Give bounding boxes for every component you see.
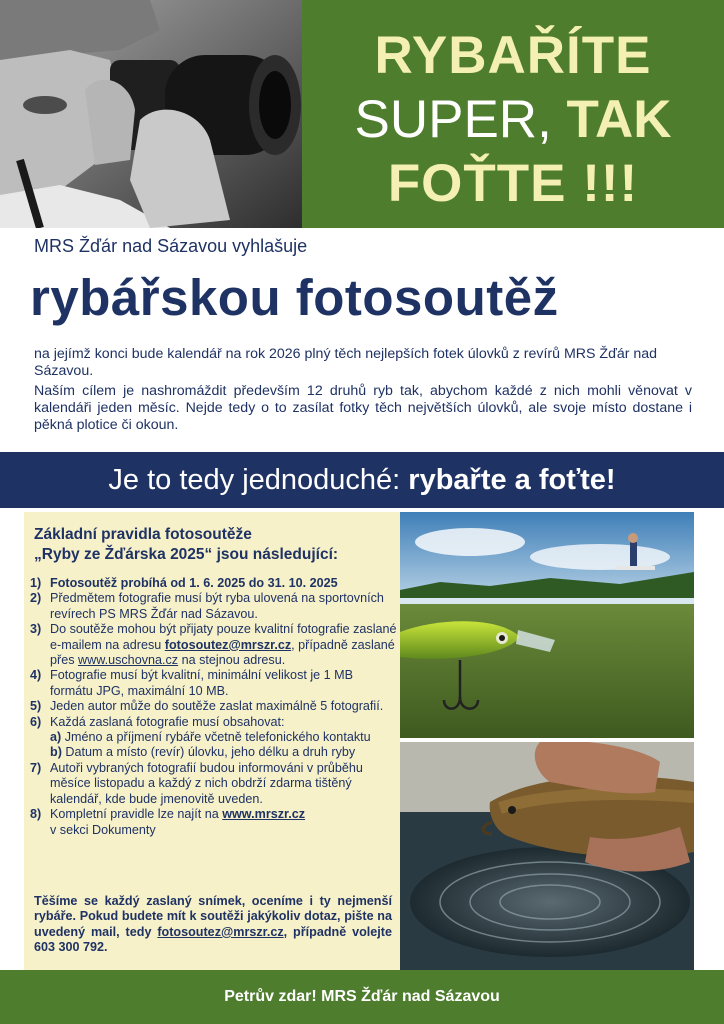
rules-title: Základní pravidla fotosoutěže: [34, 526, 252, 543]
rule-text: Každá zaslaná fotografie musí obsahovat: a) Jméno a příjmení rybáře včetně telefonického kontaktu b) Datum a místo (revír) úlovku, jeho délku a druh ryby: [50, 714, 371, 760]
sub-label-b: b): [50, 745, 62, 760]
announcement-text: MRS Žďár nad Sázavou vyhlašuje: [34, 236, 308, 256]
slogan-band: [0, 452, 724, 508]
email-link[interactable]: fotosoutez@mrszr.cz: [164, 637, 292, 652]
slogan-text: [0, 452, 724, 508]
rule-item: [30, 715, 398, 761]
rule-number: 6): [30, 714, 42, 729]
rule-item: [30, 761, 398, 807]
footer-text: Petrův zdar! MRS Žďár nad Sázavou: [224, 988, 500, 1005]
hero-headline-panel: [302, 0, 724, 228]
rule-item: [30, 699, 398, 714]
intro-paragraph-2: Naším cílem je nashromáždit především 12 druhů ryb tak, abychom každé z nich mohli věnovat v kalendáři jeden měsíc. Nejde tedy o to zasílat fotky těch největších úlovků, ale svoje místo dostane i pěkná plotice či okoun.: [34, 383, 692, 433]
footer: [0, 970, 724, 1024]
rule-number: 8): [30, 807, 42, 822]
hero-headline-line1: RYBAŘÍTE: [374, 26, 652, 85]
closing-email-link[interactable]: fotosoutez@mrszr.cz: [157, 924, 284, 939]
uschovna-link[interactable]: www.uschovna.cz: [78, 653, 179, 668]
intro-paragraph-1: na jejímž konci bude kalendář na rok 2026 plný těch nejlepších fotek úlovků z revírů MRS Žďár nad Sázavou.: [34, 346, 658, 379]
slogan-emphasis: rybařte a foťte!: [408, 464, 616, 496]
rule-number: 5): [30, 699, 42, 714]
page-title: rybářskou fotosoutěž: [30, 269, 559, 326]
hero-headline-tak: TAK: [566, 90, 672, 149]
rule-text: Do soutěže mohou být přijaty pouze kvalitní fotografie zaslané e-mailem na adresu fotosoutez@mrszr.cz, případně zaslané přes www.uschovna.cz na stejnou adresu.: [50, 622, 397, 668]
rule-text: Jeden autor může do soutěže zaslat maximálně 5 fotografií.: [50, 699, 384, 714]
sub-label-a: a): [50, 730, 62, 745]
rule-text: Kompletní pravidle lze najít na www.mrszr.cz v sekci Dokumenty: [50, 807, 306, 837]
hero-headline-line3: FOŤTE !!!: [387, 154, 639, 213]
fishing-lure-photo: [400, 512, 694, 738]
rule-number: 1): [30, 576, 42, 590]
hero-headline-line2: [302, 90, 724, 150]
photographer-photo: [0, 0, 302, 228]
rule-text: Autoři vybraných fotografií budou informováni v průběhu měsíce listopadu a každý z nich obdrží zdarma tištěný kalendář, kde bude jmenovitě uveden.: [50, 760, 363, 806]
rule-text: Fotografie musí být kvalitní, minimální velikost je 1 MB formátu JPG, maximální 10 MB.: [50, 668, 354, 698]
slogan-lead: Je to tedy jednoduché:: [108, 464, 401, 496]
rules-subtitle: „Ryby ze Žďárska 2025“ jsou následující:: [34, 546, 339, 563]
rule-number: 2): [30, 591, 42, 606]
rule-item: [30, 591, 398, 622]
mrszr-link[interactable]: www.mrszr.cz: [222, 807, 306, 822]
rule-item: [30, 622, 398, 668]
rule-text: Předmětem fotografie musí být ryba ulovená na sportovních revírech PS MRS Žďár nad Sázavou.: [50, 591, 384, 621]
rule-number: 4): [30, 668, 42, 683]
rule-number: 7): [30, 760, 42, 775]
rule-number: 3): [30, 622, 42, 637]
rule-text: Fotosoutěž probíhá od 1. 6. 2025 do 31. 10. 2025: [50, 576, 338, 590]
rule-item: [30, 576, 398, 591]
hero-headline-super: SUPER,: [354, 90, 552, 149]
closing-paragraph: Těšíme se každý zaslaný snímek, oceníme i ty nejmenší rybáře. Pokud budete mít k soutěži jakýkoliv dotaz, pište na uvedený mail, tedy fotosoutez@mrszr.cz, případně volejte 603 300 792.: [34, 894, 393, 955]
rule-item: [30, 807, 398, 838]
carp-release-photo: [400, 742, 694, 970]
rule-item: [30, 668, 398, 699]
rules-list: [30, 576, 398, 838]
